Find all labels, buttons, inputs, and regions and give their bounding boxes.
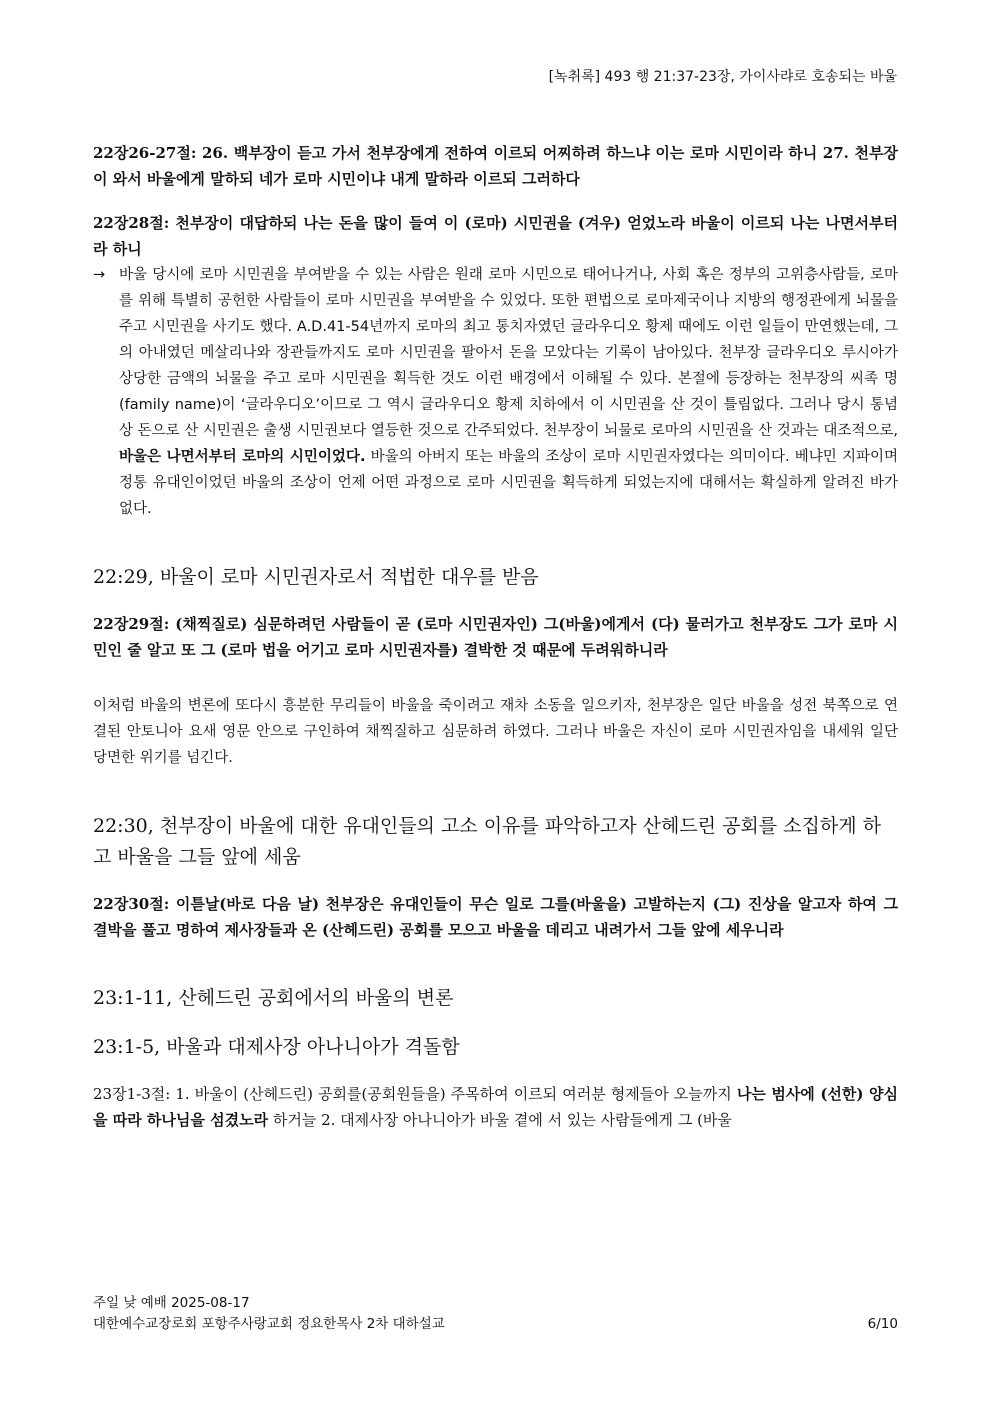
document-header: [녹취록] 493 행 21:37-23장, 가이사랴로 호송되는 바울	[548, 69, 897, 85]
commentary-text	[119, 262, 898, 522]
commentary-emphasis: 바울은 나면서부터 로마의 시민이었다.	[119, 449, 366, 465]
commentary-part2: 바울의 아버지 또는 바울의 조상이 로마 시민권자였다는 의미이다. 베냐민 지파이며 정통 유대인이었던 바울의 조상이 언제 어떤 과정으로 로마 시민권을 획득하게 되었는지에 대해서는 확실하게 알려진 바가 없다.	[119, 449, 899, 517]
arrow-icon: →	[93, 267, 106, 283]
page-number: 6/10	[867, 1316, 898, 1332]
document-footer	[93, 1293, 898, 1335]
document-body	[93, 140, 898, 1133]
verse-22-26-27: 22장26-27절: 26. 백부장이 듣고 가서 천부장에게 전하여 이르되 어찌하려 하느냐 이는 로마 시민이라 하니 27. 천부장이 와서 바울에게 말하되 네가 로마 시민이냐 내게 말하라 이르되 그러하다	[93, 144, 898, 188]
footer-service-date: 주일 낮 예배 2025-08-17	[93, 1295, 250, 1311]
commentary-note	[93, 262, 898, 522]
verse-23-1-3-part1: 23장1-3절: 1. 바울이 (산헤드린) 공회를(공회원들을) 주목하여 이르되 여러분 형제들아 오늘까지	[93, 1085, 737, 1103]
verse-22-28: 22장28절: 천부장이 대답하되 나는 돈을 많이 들여 이 (로마) 시민권을 (겨우) 얻었노라 바울이 이르되 나는 나면서부터라 하니	[93, 214, 898, 258]
verse-22-30: 22장30절: 이튿날(바로 다음 날) 천부장은 유대인들이 무슨 일로 그를(바울을) 고발하는지 (그) 진상을 알고자 하여 그 결박을 풀고 명하여 제사장들과 온 (산헤드린) 공회를 모으고 바울을 데리고 내려가서 그들 앞에 세우니라	[93, 895, 898, 939]
commentary-part1: 바울 당시에 로마 시민권을 부여받을 수 있는 사람은 원래 로마 시민으로 태어나거나, 사회 혹은 정부의 고위층사람들, 로마를 위해 특별히 공헌한 사람들이 로마 시민권을 부여받을 수 있었다. 또한 편법으로 로마제국이나 지방의 행정관에게 뇌물을 주고 시민권을 사기도 했다. A.D.41-54년까지 로마의 최고 통치자였던 글라우디오 황제 때에도 이런 일들이 만연했는데, 그의 아내였던 메살리나와 장관들까지도 로마 시민권을 팔아서 돈을 모았다는 기록이 남아있다. 천부장 글라우디오 루시아가 상당한 금액의 뇌물을 주고 로마 시민권을 획득한 것도 이런 배경에서 이해될 수 있다. 본절에 등장하는 천부장의 씨족 명(family name)이 ‘글라우디오’이므로 그 역시 글라우디오 황제 치하에서 이 시민권을 산 것이 틀림없다. 그러나 당시 통념상 돈으로 산 시민권은 출생 시민권보다 열등한 것으로 간주되었다. 천부장이 뇌물로 로마의 시민권을 산 것과는 대조적으로,	[119, 267, 898, 439]
verse-22-29: 22장29절: (채찍질로) 심문하려던 사람들이 곧 (로마 시민권자인) 그(바울)에게서 (다) 물러가고 천부장도 그가 로마 시민인 줄 알고 또 그 (로마 법을 어기고 로마 시민권자를) 결박한 것 때문에 두려워하니라	[93, 615, 898, 659]
section-heading-22-30: 22:30, 천부장이 바울에 대한 유대인들의 고소 이유를 파악하고자 산헤드린 공회를 소집하게 하고 바울을 그들 앞에 세움	[93, 815, 881, 868]
footer-church-name: 대한예수교장로회 포항주사랑교회 정요한목사 2차 대하설교	[93, 1316, 445, 1332]
paragraph-22-29: 이처럼 바울의 변론에 또다시 흥분한 무리들이 바울을 죽이려고 재차 소동을 일으키자, 천부장은 일단 바울을 성전 북쪽으로 연결된 안토니아 요새 영문 안으로 구인하여 채찍질하고 심문하려 하였다. 그러나 바울은 자신이 로마 시민권자임을 내세워 일단 당면한 위기를 넘긴다.	[93, 698, 898, 766]
verse-23-1-3	[93, 1081, 898, 1133]
verse-23-1-3-emphasis: 나는 범사에 (선한) 양심을 따라 하나님을 섬겼노라	[93, 1085, 898, 1129]
section-heading-23-1-11: 23:1-11, 산헤드린 공회에서의 바울의 변론	[93, 987, 454, 1009]
section-heading-23-1-5: 23:1-5, 바울과 대제사장 아나니아가 격돌함	[93, 1036, 460, 1058]
verse-23-1-3-part2: 하거늘 2. 대제사장 아나니아가 바울 곁에 서 있는 사람들에게 그 (바울	[268, 1111, 732, 1129]
section-heading-22-29: 22:29, 바울이 로마 시민권자로서 적법한 대우를 받음	[93, 566, 539, 588]
